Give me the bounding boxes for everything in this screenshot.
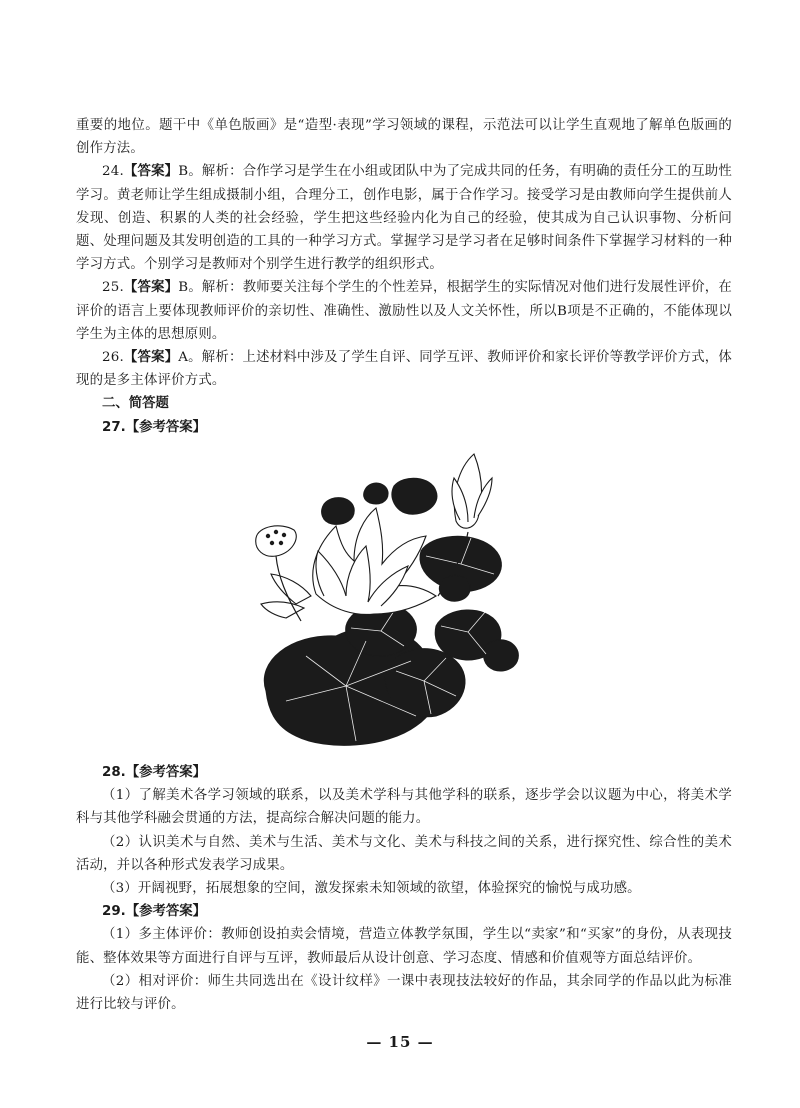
q28-item-1: （1）了解美术各学习领域的联系，以及美术学科与其他学科的联系，逐步学会以议题为中心，将美术学科与其他学科融会贯通的方法，提高综合解决问题的能力。: [76, 788, 732, 827]
page-body-bottom: [76, 761, 732, 1016]
lotus-leaf-upper-left: [322, 498, 355, 525]
answer-text: B。解析：教师要关注每个学生的个性差异，根据学生的实际情况对他们进行发展性评价，在评价的语言上要体现教师评价的亲切性、准确性、激励性以及人文关怀性，所以B项是不正确的，不能体现以学生为主体的思想原则。: [76, 280, 732, 342]
section-heading: 二、简答题: [102, 396, 169, 412]
q29-item-2: （2）相对评价：师生共同选出在《设计纹样》一课中表现技法较好的作品，其余同学的作品以此为标准进行比较与评价。: [76, 973, 732, 1013]
q29-item-1: （1）多主体评价：教师创设拍卖会情境，营造立体教学氛围，学生以“卖家”和“买家”的身份，从表现技能、整体效果等方面进行自评与互评，教师最后从设计创意、学习态度、情感和价值观等方面总结评价。: [76, 927, 732, 966]
answer-number: 24.: [102, 164, 124, 180]
answer-24: [76, 160, 732, 276]
q28-item-3: （3）开阔视野，拓展想象的空间，激发探索未知领域的欲望，体验探究的愉悦与成功感。: [102, 881, 641, 897]
lotus-leaf-upper-small: [364, 483, 388, 504]
answer-text: A。解析：上述材料中涉及了学生自评、同学互评、教师评价和家长评价等教学评价方式，体现的是多主体评价方式。: [76, 350, 732, 389]
lotus-leaf-center-small: [439, 575, 470, 601]
answer-tag: 【答案】: [123, 350, 179, 366]
lotus-print-illustration: [246, 446, 546, 766]
answer-25: [76, 276, 732, 346]
lotus-leaf-small-right: [484, 640, 519, 671]
q28-label: 28.【参考答案】: [102, 765, 207, 780]
answer-number: 26.: [102, 350, 124, 366]
q27-label: 27.【参考答案】: [102, 419, 207, 435]
answer-tag: 【答案】: [123, 164, 179, 180]
lotus-leaf-upper-center: [392, 478, 437, 514]
lotus-leaf-bottom-right: [385, 649, 465, 717]
q28-item-2: （2）认识美术与自然、美术与生活、美术与文化、美术与科技之间的关系，进行探究性、综合性的美术活动，并以各种形式发表学习成果。: [76, 834, 732, 873]
answer-tag: 【答案】: [123, 280, 179, 296]
q29-label: 29.【参考答案】: [102, 904, 207, 920]
answer-26: [76, 346, 732, 392]
answer-number: 25.: [102, 280, 124, 296]
page-number: — 15 —: [366, 1033, 434, 1051]
answer-text: B。解析：合作学习是学生在小组或团队中为了完成共同的任务，有明确的责任分工的互助性学习。黄老师让学生组成摄制小组，合理分工，创作电影，属于合作学习。接受学习是由教师向学生提供前人发现、创造、积累的人类的社会经验，学生把这些经验内化为自己的经验，使其成为自己认识事物、分析问题、处理问题及其发明创造的工具的一种学习方式。掌握学习是学习者在足够时间条件下掌握学习材料的一种学习方式。个别学习是教师对个别学生进行教学的组织形式。: [76, 164, 732, 273]
page-body-top: [76, 114, 732, 439]
paragraph-continuation: 重要的地位。题干中《单色版画》是“造型·表现”学习领域的课程，示范法可以让学生直观地了解单色版画的创作方法。: [76, 118, 732, 157]
